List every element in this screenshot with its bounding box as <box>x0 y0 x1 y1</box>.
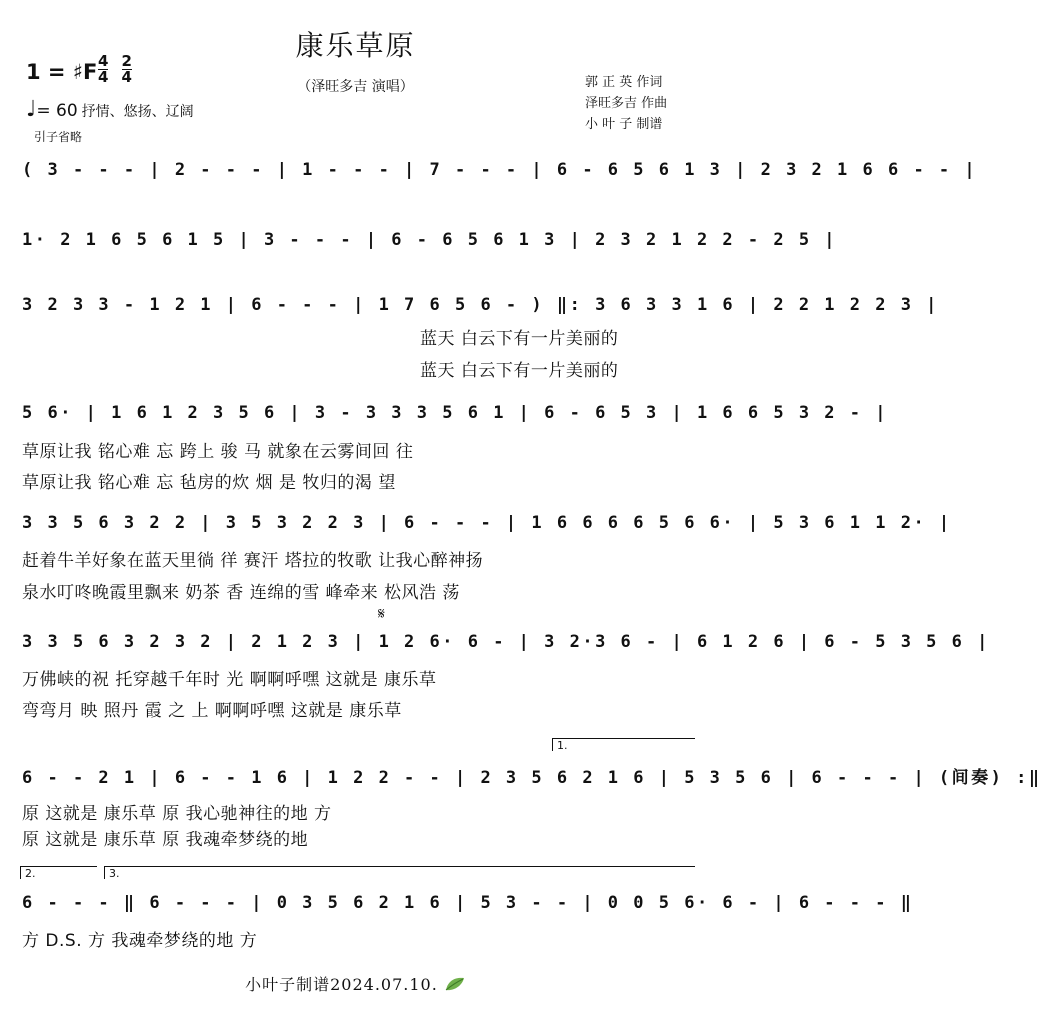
lyric-5-verse-2: 泉水叮咚晚霞里飘来 奶茶 香 连绵的雪 峰牵来 松风浩 荡 <box>22 583 460 603</box>
tempo-value: = 60 <box>36 101 78 121</box>
tempo-marking <box>26 97 194 122</box>
footer-text: 小叶子制谱2024.07.10. <box>245 975 438 994</box>
mood-text: 抒情、悠扬、辽阔 <box>81 104 194 120</box>
key-signature: 1 = ♯F <box>26 60 98 84</box>
music-line-2: 1· 2 1 6 5 6 1 5 | 3 - - - | 6 - 6 5 6 1 3 | 2 3 2 1 2 2 - 2 5 | <box>22 230 838 250</box>
volta-third-ending: 3. <box>104 866 695 879</box>
volta-second-ending: 2. <box>20 866 97 879</box>
transcriber-credit: 小 叶 子 制谱 <box>585 117 663 132</box>
lyric-3-verse-2: 蓝天 白云下有一片美丽的 <box>420 361 619 381</box>
intro-note: 引子省略 <box>34 130 83 144</box>
music-line-3: 3 2 3 3 - 1 2 1 | 6 - - - | 1 7 6 5 6 - ) ‖: 3 6 3 3 1 6 | 2 2 1 2 2 3 | <box>22 295 939 315</box>
music-line-5: 3 3 5 6 3 2 2 | 3 5 3 2 2 3 | 6 - - - | 1 6 6 6 6 5 6 6· | 5 3 6 1 1 2· | <box>22 513 952 533</box>
footer-signature <box>0 972 711 995</box>
music-line-4: 5 6· | 1 6 1 2 3 5 6 | 3 - 3 3 3 5 6 1 | 6 - 6 5 3 | 1 6 6 5 3 2 - | <box>22 403 888 423</box>
segno-sign: 𝄋 <box>378 604 385 623</box>
lyric-7-verse-2: 原 这就是 康乐草 原 我魂牵梦绕的地 <box>22 830 309 850</box>
lyric-3-verse-1: 蓝天 白云下有一片美丽的 <box>420 329 619 349</box>
music-line-7: 6 - - 2 1 | 6 - - 1 6 | 1 2 2 - - | 2 3 5 6 2 1 6 | 5 3 5 6 | 6 - - - | (间奏) :‖ <box>22 768 1042 788</box>
volta-first-ending: 1. <box>552 738 695 751</box>
time-signature-4-4: $\frac{4}{4}$ <box>98 52 109 86</box>
time-signatures <box>98 54 140 86</box>
music-line-8: 6 - - - ‖ 6 - - - | 0 3 5 6 2 1 6 | 5 3 - - | 0 0 5 6· 6 - | 6 - - - ‖ <box>22 893 914 913</box>
lyric-4-verse-2: 草原让我 铭心难 忘 毡房的炊 烟 是 牧归的渴 望 <box>22 473 396 493</box>
credits-block <box>585 72 667 135</box>
lyric-4-verse-1: 草原让我 铭心难 忘 跨上 骏 马 就象在云雾间回 往 <box>22 442 414 462</box>
song-title: 康乐草原 <box>295 29 416 62</box>
music-line-6: 3 3 5 6 3 2 3 2 | 2 1 2 3 | 1 2 6· 6 - | 3 2·3 6 - | 6 1 2 6 | 6 - 5 3 5 6 | <box>22 632 990 652</box>
lyric-8: 方 D.S. 方 我魂牵梦绕的地 方 <box>22 931 258 951</box>
lyric-7-verse-1: 原 这就是 康乐草 原 我心驰神往的地 方 <box>22 804 332 824</box>
lyric-6-verse-1: 万佛峡的祝 托穿越千年时 光 啊啊呼嘿 这就是 康乐草 <box>22 670 437 690</box>
leaf-icon <box>444 976 466 992</box>
quarter-note-icon: ♩ <box>26 97 37 122</box>
lyric-5-verse-1: 赶着牛羊好象在蓝天里徜 徉 赛汗 塔拉的牧歌 让我心醉神扬 <box>22 551 484 571</box>
composer-credit: 泽旺多吉 作曲 <box>585 96 668 111</box>
time-signature-2-4: $\frac{2}{4}$ <box>121 52 132 86</box>
singer-credit: （泽旺多吉 演唱） <box>297 79 414 95</box>
music-line-1: ( 3 - - - | 2 - - - | 1 - - - | 7 - - - | 6 - 6 5 6 1 3 | 2 3 2 1 6 6 - - | <box>22 160 978 180</box>
lyric-6-verse-2: 弯弯月 映 照丹 霞 之 上 啊啊呼嘿 这就是 康乐草 <box>22 701 402 721</box>
lyricist-credit: 郭 正 英 作词 <box>585 75 663 90</box>
